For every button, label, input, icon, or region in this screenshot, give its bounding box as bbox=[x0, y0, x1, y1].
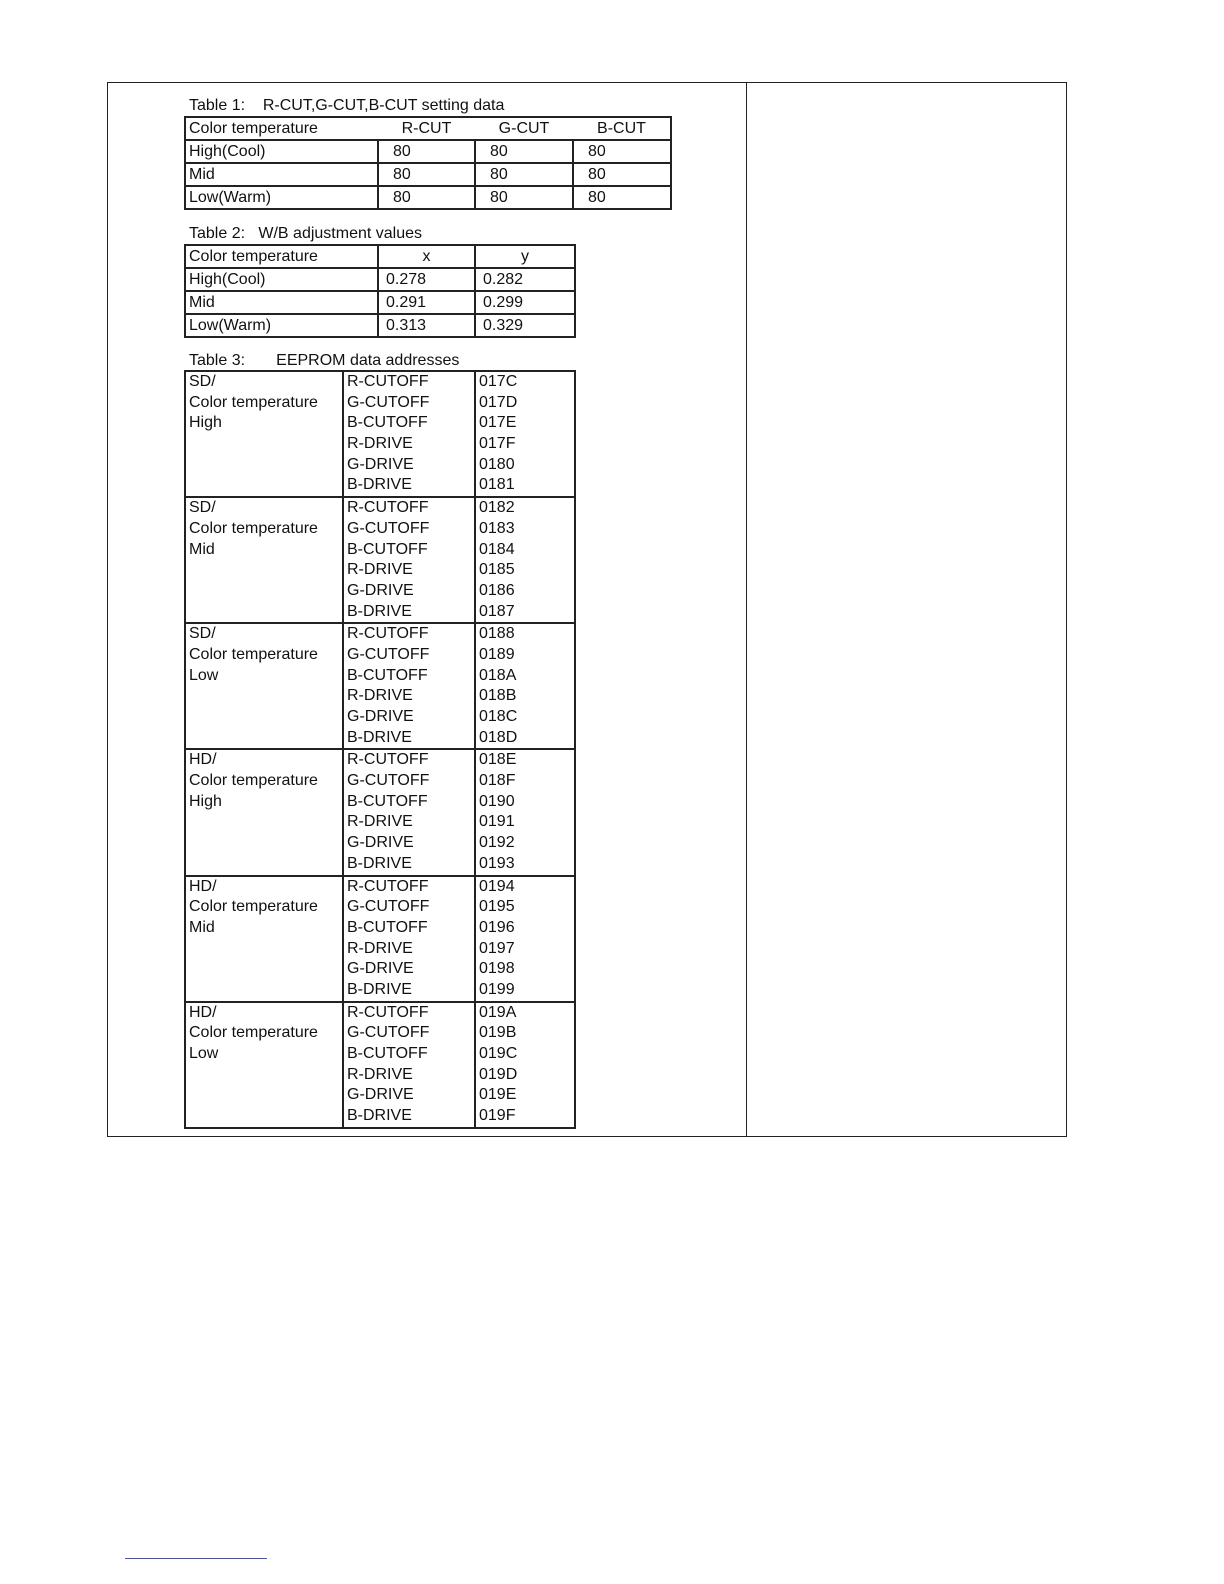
y-value: 0.329 bbox=[475, 314, 575, 337]
address-value: 0191 bbox=[479, 813, 515, 831]
row-label: Mid bbox=[185, 163, 378, 186]
eeprom-address-table bbox=[184, 370, 576, 1129]
table-row bbox=[185, 314, 575, 337]
register-name: B-CUTOFF bbox=[347, 918, 428, 936]
address-value: 0197 bbox=[479, 939, 515, 957]
register-name: R-CUTOFF bbox=[347, 499, 429, 517]
address-list bbox=[475, 876, 575, 1002]
header-color-temperature: Color temperature bbox=[185, 117, 378, 140]
group-signal: HD/ bbox=[189, 751, 217, 769]
header-color-temperature: Color temperature bbox=[185, 245, 378, 268]
address-value: 0198 bbox=[479, 960, 515, 978]
row-label: Mid bbox=[185, 291, 378, 314]
r-cut-value: 80 bbox=[378, 186, 475, 209]
register-name: B-DRIVE bbox=[347, 854, 412, 872]
address-value: 018A bbox=[479, 666, 517, 684]
g-cut-value: 80 bbox=[475, 140, 573, 163]
group-title: Color temperature bbox=[189, 772, 318, 790]
table-row bbox=[185, 876, 575, 1002]
group-label bbox=[185, 1002, 343, 1128]
group-signal: HD/ bbox=[189, 877, 217, 895]
register-name: R-CUTOFF bbox=[347, 625, 429, 643]
address-value: 0185 bbox=[479, 561, 515, 579]
register-name: B-DRIVE bbox=[347, 728, 412, 746]
address-value: 019F bbox=[479, 1107, 516, 1125]
address-value: 018E bbox=[479, 751, 517, 769]
address-value: 0187 bbox=[479, 602, 515, 620]
address-value: 017C bbox=[479, 373, 518, 390]
register-name: G-DRIVE bbox=[347, 1086, 414, 1104]
register-name: R-DRIVE bbox=[347, 687, 413, 705]
address-value: 0193 bbox=[479, 854, 515, 872]
table-row bbox=[185, 186, 671, 209]
address-value: 0190 bbox=[479, 792, 515, 810]
address-value: 018F bbox=[479, 772, 516, 790]
row-label: High(Cool) bbox=[185, 268, 378, 291]
register-name: G-CUTOFF bbox=[347, 645, 430, 663]
header-g-cut: G-CUT bbox=[475, 117, 573, 140]
register-name: G-CUTOFF bbox=[347, 772, 430, 790]
register-name: G-DRIVE bbox=[347, 708, 414, 725]
group-level: Low bbox=[189, 666, 219, 684]
register-name: R-DRIVE bbox=[347, 1065, 413, 1083]
table-row bbox=[185, 623, 575, 749]
address-list bbox=[475, 749, 575, 875]
address-value: 0189 bbox=[479, 645, 515, 663]
group-signal: HD/ bbox=[189, 1003, 217, 1021]
register-list bbox=[343, 623, 475, 749]
address-value: 018D bbox=[479, 728, 518, 746]
address-value: 0192 bbox=[479, 834, 515, 852]
address-list bbox=[475, 371, 575, 497]
register-list bbox=[343, 1002, 475, 1128]
table-row bbox=[185, 1002, 575, 1128]
header-r-cut: R-CUT bbox=[378, 117, 475, 140]
register-name: R-DRIVE bbox=[347, 939, 413, 957]
register-name: B-DRIVE bbox=[347, 602, 412, 620]
address-value: 0184 bbox=[479, 540, 515, 558]
column-divider bbox=[746, 82, 747, 1137]
row-label: High(Cool) bbox=[185, 140, 378, 163]
address-list bbox=[475, 1002, 575, 1128]
table-row bbox=[185, 371, 575, 497]
register-name: G-DRIVE bbox=[347, 455, 414, 473]
table-row bbox=[185, 268, 575, 291]
address-value: 017E bbox=[479, 414, 517, 432]
address-value: 019B bbox=[479, 1024, 517, 1042]
group-level: High bbox=[189, 792, 222, 810]
y-value: 0.299 bbox=[475, 291, 575, 314]
register-name: B-DRIVE bbox=[347, 476, 412, 494]
address-value: 0195 bbox=[479, 898, 515, 916]
register-name: G-CUTOFF bbox=[347, 393, 430, 411]
address-value: 0199 bbox=[479, 980, 515, 998]
x-value: 0.278 bbox=[378, 268, 475, 291]
register-name: R-CUTOFF bbox=[347, 877, 429, 895]
group-title: Color temperature bbox=[189, 645, 318, 663]
address-value: 018C bbox=[479, 708, 518, 725]
cut-setting-table bbox=[184, 116, 672, 210]
table-header-row bbox=[185, 245, 575, 268]
group-label bbox=[185, 371, 343, 497]
header-y: y bbox=[475, 245, 575, 268]
address-value: 019E bbox=[479, 1086, 517, 1104]
register-name: R-DRIVE bbox=[347, 813, 413, 831]
address-value: 019A bbox=[479, 1003, 517, 1021]
register-list bbox=[343, 371, 475, 497]
table-row bbox=[185, 140, 671, 163]
register-name: B-DRIVE bbox=[347, 980, 412, 998]
register-list bbox=[343, 876, 475, 1002]
register-name: B-CUTOFF bbox=[347, 1045, 428, 1062]
group-signal: SD/ bbox=[189, 373, 216, 390]
address-list bbox=[475, 623, 575, 749]
register-name: G-DRIVE bbox=[347, 960, 414, 978]
address-value: 0180 bbox=[479, 455, 515, 473]
register-name: R-DRIVE bbox=[347, 561, 413, 579]
group-level: Mid bbox=[189, 540, 215, 558]
register-name: B-DRIVE bbox=[347, 1107, 412, 1125]
table2-caption: Table 2: W/B adjustment values bbox=[189, 225, 422, 242]
table-row bbox=[185, 291, 575, 314]
register-name: G-CUTOFF bbox=[347, 519, 430, 537]
register-name: G-CUTOFF bbox=[347, 1024, 430, 1042]
wb-adjustment-table bbox=[184, 244, 576, 338]
register-name: R-DRIVE bbox=[347, 435, 413, 453]
register-name: R-CUTOFF bbox=[347, 1003, 429, 1021]
register-name: G-DRIVE bbox=[347, 581, 414, 599]
register-name: B-CUTOFF bbox=[347, 666, 428, 684]
g-cut-value: 80 bbox=[475, 186, 573, 209]
address-value: 017F bbox=[479, 435, 516, 453]
address-value: 018B bbox=[479, 687, 517, 705]
table-row bbox=[185, 163, 671, 186]
address-value: 019C bbox=[479, 1045, 518, 1062]
group-level: Low bbox=[189, 1045, 219, 1062]
row-label: Low(Warm) bbox=[185, 314, 378, 337]
address-value: 0181 bbox=[479, 476, 515, 494]
register-list bbox=[343, 497, 475, 623]
address-value: 019D bbox=[479, 1065, 518, 1083]
address-list bbox=[475, 497, 575, 623]
group-label bbox=[185, 876, 343, 1002]
group-signal: SD/ bbox=[189, 499, 216, 517]
table-header-row bbox=[185, 117, 671, 140]
register-name: R-CUTOFF bbox=[347, 751, 429, 769]
table-row bbox=[185, 749, 575, 875]
row-label: Low(Warm) bbox=[185, 186, 378, 209]
footer-link-underline bbox=[125, 1558, 267, 1559]
group-label bbox=[185, 623, 343, 749]
address-value: 017D bbox=[479, 393, 518, 411]
register-name: G-DRIVE bbox=[347, 834, 414, 852]
group-level: Mid bbox=[189, 918, 215, 936]
address-value: 0183 bbox=[479, 519, 515, 537]
group-level: High bbox=[189, 414, 222, 432]
register-name: B-CUTOFF bbox=[347, 792, 428, 810]
group-title: Color temperature bbox=[189, 393, 318, 411]
g-cut-value: 80 bbox=[475, 163, 573, 186]
group-title: Color temperature bbox=[189, 1024, 318, 1042]
header-x: x bbox=[378, 245, 475, 268]
register-name: B-CUTOFF bbox=[347, 540, 428, 558]
address-value: 0182 bbox=[479, 499, 515, 517]
group-label bbox=[185, 497, 343, 623]
group-title: Color temperature bbox=[189, 519, 318, 537]
b-cut-value: 80 bbox=[573, 163, 671, 186]
b-cut-value: 80 bbox=[573, 186, 671, 209]
address-value: 0196 bbox=[479, 918, 515, 936]
register-name: R-CUTOFF bbox=[347, 373, 429, 390]
address-value: 0188 bbox=[479, 625, 515, 643]
register-name: G-CUTOFF bbox=[347, 898, 430, 916]
x-value: 0.291 bbox=[378, 291, 475, 314]
group-title: Color temperature bbox=[189, 898, 318, 916]
header-b-cut: B-CUT bbox=[573, 117, 671, 140]
x-value: 0.313 bbox=[378, 314, 475, 337]
table-row bbox=[185, 497, 575, 623]
group-signal: SD/ bbox=[189, 625, 216, 643]
r-cut-value: 80 bbox=[378, 163, 475, 186]
address-value: 0186 bbox=[479, 581, 515, 599]
register-list bbox=[343, 749, 475, 875]
group-label bbox=[185, 749, 343, 875]
y-value: 0.282 bbox=[475, 268, 575, 291]
r-cut-value: 80 bbox=[378, 140, 475, 163]
table1-caption: Table 1: R-CUT,G-CUT,B-CUT setting data bbox=[189, 97, 505, 114]
register-name: B-CUTOFF bbox=[347, 414, 428, 432]
b-cut-value: 80 bbox=[573, 140, 671, 163]
table3-caption: Table 3: EEPROM data addresses bbox=[189, 352, 460, 369]
address-value: 0194 bbox=[479, 877, 515, 895]
